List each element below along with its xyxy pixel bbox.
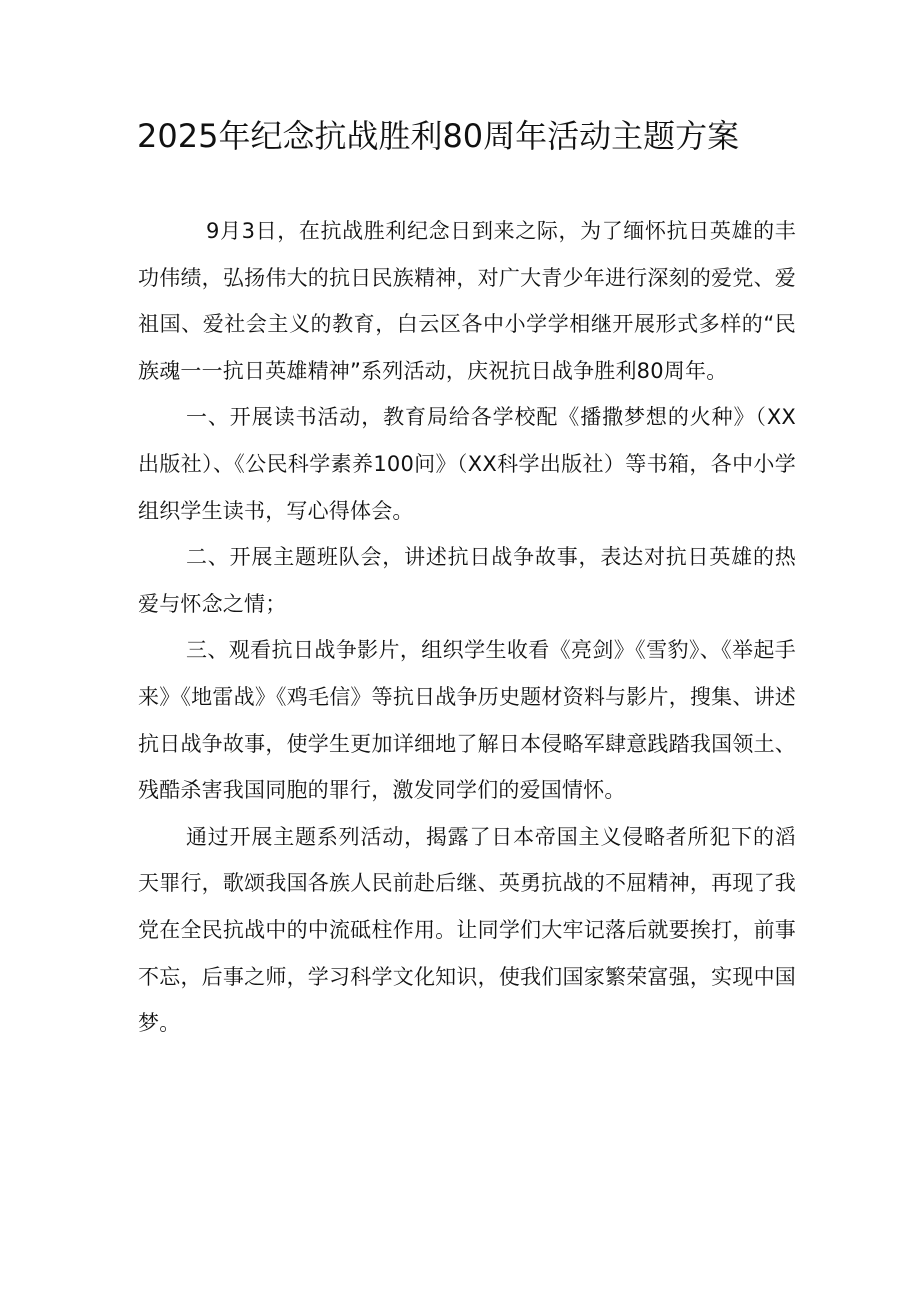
paragraph-reading-activity: 一、开展读书活动，教育局给各学校配《播撒梦想的火种》（XX出版社）、《公民科学素养100问》（XX科学出版社）等书箱，各中小学组织学生读书，写心得体会。 xyxy=(138,405,796,523)
paragraph-intro: 9月3日，在抗战胜利纪念日到来之际，为了缅怀抗日英雄的丰功伟绩，弘扬伟大的抗日民族精神，对广大青少年进行深刻的爱党、爱祖国、爱社会主义的教育，白云区各中小学学相继开展形式多样的“民族魂一一抗日英雄精神”系列活动，庆祝抗日战争胜利80周年。 xyxy=(138,219,796,383)
document-title: 2025年纪念抗战胜利80周年活动主题方案 xyxy=(137,117,740,155)
paragraph-class-meeting: 二、开展主题班队会，讲述抗日战争故事，表达对抗日英雄的热爱与怀念之情； xyxy=(138,545,796,616)
document-body xyxy=(138,208,796,1047)
paragraph-conclusion: 通过开展主题系列活动，揭露了日本帝国主义侵略者所犯下的滔天罪行，歌颂我国各族人民前赴后继、英勇抗战的不屈精神，再现了我党在全民抗战中的中流砥柱作用。让同学们大牢记落后就要挨打，前事不忘，后事之师，学习科学文化知识，使我们国家繁荣富强，实现中国梦。 xyxy=(138,824,796,1036)
paragraph-film-viewing: 三、观看抗日战争影片，组织学生收看《亮剑》《雪豹》、《举起手来》《地雷战》《鸡毛信》等抗日战争历史题材资料与影片，搜集、讲述抗日战争故事，使学生更加详细地了解日本侵略军肆意践踏我国领土、残酷杀害我国同胞的罪行，激发同学们的爱国情怀。 xyxy=(138,638,796,803)
